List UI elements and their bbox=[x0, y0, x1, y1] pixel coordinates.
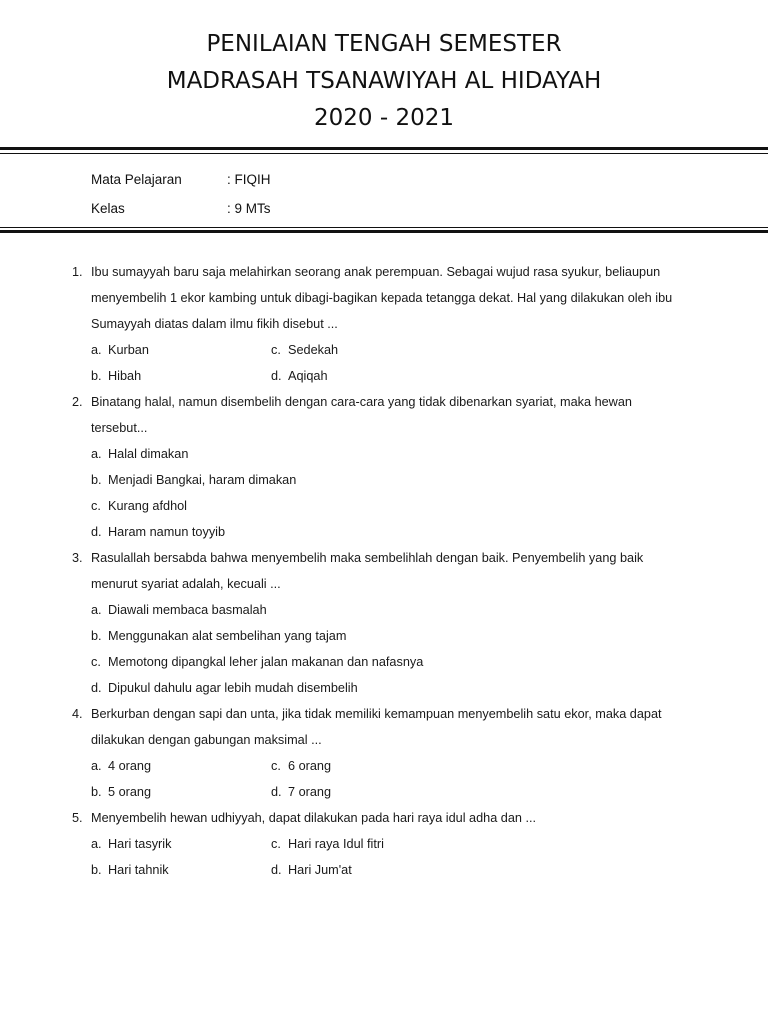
question-list bbox=[0, 259, 768, 883]
option-d: d. Aqiqah bbox=[271, 369, 328, 383]
option-grid bbox=[91, 337, 768, 389]
option-grid bbox=[91, 753, 768, 805]
question-number: 1. bbox=[72, 265, 83, 279]
subject-value: : FIQIH bbox=[227, 172, 271, 187]
question-5 bbox=[0, 805, 768, 883]
option-b: b. Hibah bbox=[91, 369, 142, 383]
class-label: Kelas bbox=[91, 201, 125, 216]
question-text: Menyembelih hewan udhiyyah, dapat dilakukan pada hari raya idul adha dan ... bbox=[91, 811, 537, 825]
option-a: a. Halal dimakan bbox=[91, 447, 189, 461]
question-text: Rasulallah bersabda bahwa menyembelih maka sembelihlah dengan baik. Penyembelih yang baik menurut syariat adalah, kecuali ... bbox=[91, 551, 644, 591]
question-number: 5. bbox=[72, 811, 83, 825]
option-c: c. Hari raya Idul fitri bbox=[271, 837, 384, 851]
question-number: 3. bbox=[72, 551, 83, 565]
option-list bbox=[91, 441, 768, 545]
header-divider-thick bbox=[0, 147, 768, 150]
option-c: c. Memotong dipangkal leher jalan makanan dan nafasnya bbox=[91, 655, 424, 669]
option-d: d. 7 orang bbox=[271, 785, 332, 799]
question-text: Berkurban dengan sapi dan unta, jika tidak memiliki kemampuan menyembelih satu ekor, maka dapat dilakukan dengan gabungan maksimal ... bbox=[91, 707, 662, 747]
option-list bbox=[91, 597, 768, 701]
question-number: 2. bbox=[72, 395, 83, 409]
question-text: Ibu sumayyah baru saja melahirkan seorang anak perempuan. Sebagai wujud rasa syukur, beliaupun menyembelih 1 ekor kambing untuk dibagi-bagikan kepada tetangga dekat. Hal yang dilakukan oleh ibu Sumayyah diatas dalam ilmu fikih disebut ... bbox=[91, 265, 673, 331]
option-b: b. Hari tahnik bbox=[91, 863, 169, 877]
option-a: a. Kurban bbox=[91, 343, 149, 357]
option-d: d. Dipukul dahulu agar lebih mudah disembelih bbox=[91, 681, 358, 695]
question-text: Binatang halal, namun disembelih dengan cara-cara yang tidak dibenarkan syariat, maka hewan tersebut... bbox=[91, 395, 632, 435]
question-number: 4. bbox=[72, 707, 83, 721]
exam-title: PENILAIAN TENGAH SEMESTER bbox=[206, 31, 562, 57]
option-c: c. Kurang afdhol bbox=[91, 499, 188, 513]
option-grid bbox=[91, 831, 768, 883]
document-header bbox=[0, 26, 768, 137]
option-a: a. Diawali membaca basmalah bbox=[91, 603, 267, 617]
question-2 bbox=[0, 389, 768, 545]
class-value: : 9 MTs bbox=[227, 201, 271, 216]
question-4 bbox=[0, 701, 768, 805]
school-name: MADRASAH TSANAWIYAH AL HIDAYAH bbox=[166, 68, 602, 94]
option-c: c. 6 orang bbox=[271, 759, 332, 773]
option-a: a. 4 orang bbox=[91, 759, 152, 773]
option-d: d. Hari Jum'at bbox=[271, 863, 352, 877]
option-b: b. Menggunakan alat sembelihan yang tajam bbox=[91, 629, 347, 643]
option-b: b. 5 orang bbox=[91, 785, 152, 799]
option-b: b. Menjadi Bangkai, haram dimakan bbox=[91, 473, 297, 487]
header-divider-thin bbox=[0, 153, 768, 154]
option-c: c. Sedekah bbox=[271, 343, 339, 357]
info-divider-thick bbox=[0, 230, 768, 233]
question-3 bbox=[0, 545, 768, 701]
info-divider-thin bbox=[0, 227, 768, 228]
question-1 bbox=[0, 259, 768, 389]
subject-label: Mata Pelajaran bbox=[91, 172, 182, 187]
academic-year: 2020 - 2021 bbox=[314, 105, 454, 131]
option-d: d. Haram namun toyyib bbox=[91, 525, 226, 539]
option-a: a. Hari tasyrik bbox=[91, 837, 172, 851]
